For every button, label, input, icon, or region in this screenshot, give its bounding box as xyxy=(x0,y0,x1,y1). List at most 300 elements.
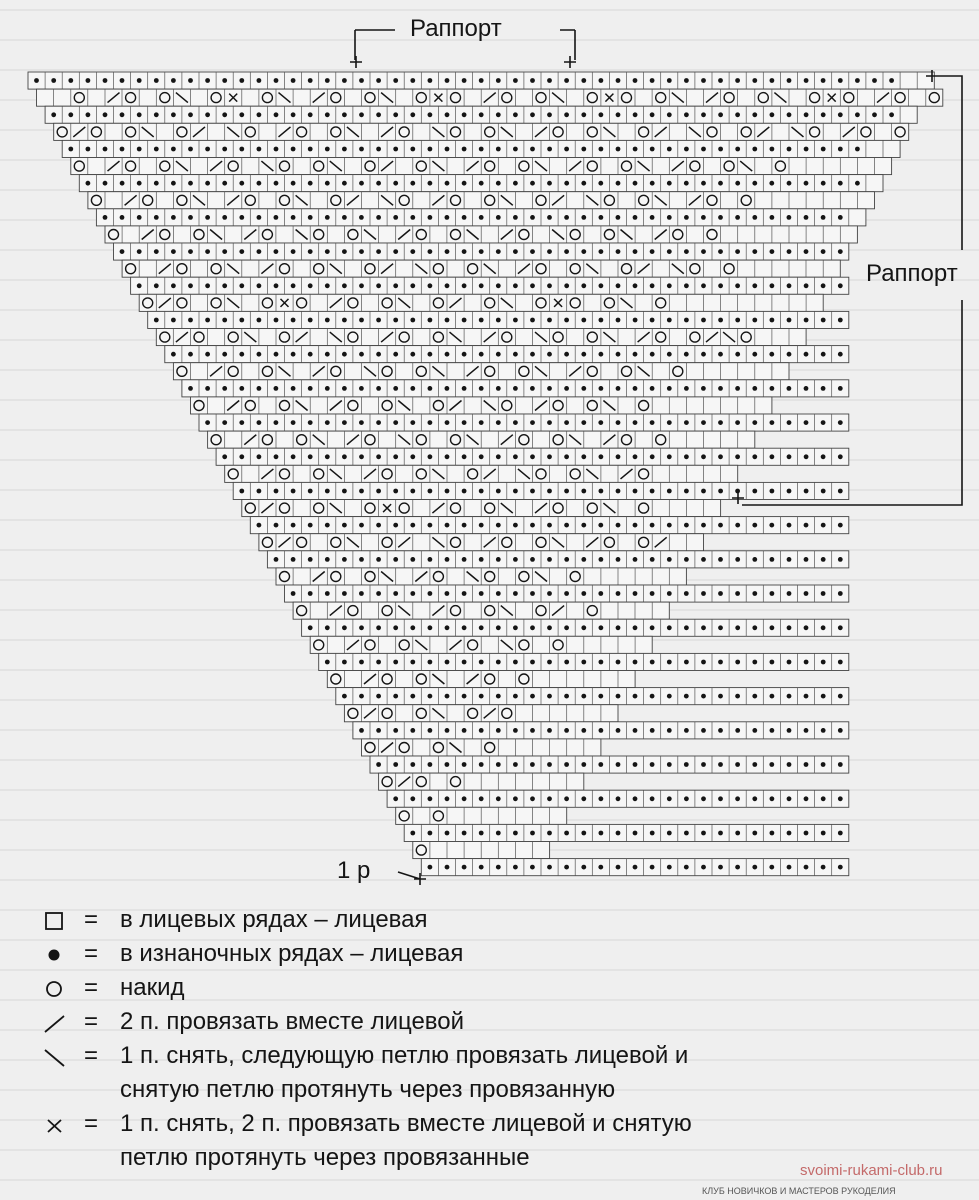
purl-dot xyxy=(342,523,347,528)
purl-dot xyxy=(239,318,244,323)
purl-dot xyxy=(718,762,723,767)
purl-dot xyxy=(581,796,586,801)
purl-dot xyxy=(667,454,672,459)
legend-row xyxy=(42,972,942,1006)
purl-dot xyxy=(257,523,262,528)
purl-dot xyxy=(376,489,381,494)
purl-dot xyxy=(445,249,450,254)
purl-dot xyxy=(188,112,193,117)
purl-dot xyxy=(120,112,125,117)
purl-dot xyxy=(804,865,809,870)
purl-dot xyxy=(821,386,826,391)
purl-dot xyxy=(325,215,330,220)
purl-dot xyxy=(701,694,706,699)
purl-dot xyxy=(530,420,535,425)
purl-dot xyxy=(513,865,518,870)
purl-dot xyxy=(325,318,330,323)
purl-dot xyxy=(667,625,672,630)
purl-dot xyxy=(530,557,535,562)
purl-dot xyxy=(650,625,655,630)
purl-dot xyxy=(342,386,347,391)
purl-dot xyxy=(564,796,569,801)
purl-dot xyxy=(428,318,433,323)
purl-dot xyxy=(222,147,227,152)
purl-dot xyxy=(393,591,398,596)
purl-dot xyxy=(701,78,706,83)
purl-dot xyxy=(770,147,775,152)
purl-dot xyxy=(308,78,313,83)
purl-dot xyxy=(838,762,843,767)
purl-dot xyxy=(393,796,398,801)
purl-dot xyxy=(154,147,159,152)
purl-dot xyxy=(718,454,723,459)
purl-dot xyxy=(564,489,569,494)
circle-icon xyxy=(42,976,68,1002)
purl-dot xyxy=(735,352,740,357)
purl-dot xyxy=(274,181,279,186)
purl-dot xyxy=(428,420,433,425)
purl-dot xyxy=(308,352,313,357)
purl-dot xyxy=(376,591,381,596)
purl-dot xyxy=(393,762,398,767)
purl-dot xyxy=(291,215,296,220)
purl-dot xyxy=(325,249,330,254)
purl-dot xyxy=(376,557,381,562)
purl-dot xyxy=(804,386,809,391)
purl-dot xyxy=(359,181,364,186)
purl-dot xyxy=(137,283,142,288)
purl-dot xyxy=(633,249,638,254)
purl-dot xyxy=(616,386,621,391)
purl-dot xyxy=(821,831,826,836)
purl-dot xyxy=(616,318,621,323)
purl-dot xyxy=(667,762,672,767)
purl-dot xyxy=(821,318,826,323)
purl-dot xyxy=(735,625,740,630)
purl-dot xyxy=(513,523,518,528)
purl-dot xyxy=(393,420,398,425)
purl-dot xyxy=(650,386,655,391)
purl-dot xyxy=(735,591,740,596)
purl-dot xyxy=(787,865,792,870)
purl-dot xyxy=(701,865,706,870)
purl-dot xyxy=(291,318,296,323)
purl-dot xyxy=(667,557,672,562)
purl-dot xyxy=(838,865,843,870)
purl-dot xyxy=(787,660,792,665)
purl-dot xyxy=(752,523,757,528)
purl-dot xyxy=(428,557,433,562)
purl-dot xyxy=(581,318,586,323)
purl-dot xyxy=(752,489,757,494)
purl-dot xyxy=(547,523,552,528)
purl-dot xyxy=(188,215,193,220)
purl-dot xyxy=(804,420,809,425)
purl-dot xyxy=(735,318,740,323)
purl-dot xyxy=(154,283,159,288)
purl-dot xyxy=(598,181,603,186)
purl-dot xyxy=(547,215,552,220)
purl-dot xyxy=(667,660,672,665)
purl-dot xyxy=(445,454,450,459)
purl-dot xyxy=(701,523,706,528)
purl-dot xyxy=(291,489,296,494)
purl-dot xyxy=(308,489,313,494)
purl-dot xyxy=(804,591,809,596)
purl-dot xyxy=(581,215,586,220)
purl-dot xyxy=(239,249,244,254)
purl-dot xyxy=(445,147,450,152)
purl-dot xyxy=(308,215,313,220)
legend-eq: = xyxy=(84,1042,99,1069)
purl-dot xyxy=(513,660,518,665)
purl-dot xyxy=(838,318,843,323)
purl-dot xyxy=(410,625,415,630)
purl-dot xyxy=(393,215,398,220)
purl-dot xyxy=(479,865,484,870)
purl-dot xyxy=(564,352,569,357)
purl-dot xyxy=(291,147,296,152)
purl-dot xyxy=(530,147,535,152)
purl-dot xyxy=(274,386,279,391)
purl-dot xyxy=(547,318,552,323)
purl-dot xyxy=(735,215,740,220)
purl-dot xyxy=(530,762,535,767)
purl-dot xyxy=(154,181,159,186)
purl-dot xyxy=(513,796,518,801)
purl-dot xyxy=(359,728,364,733)
purl-dot xyxy=(804,283,809,288)
purl-dot xyxy=(462,318,467,323)
purl-dot xyxy=(616,420,621,425)
purl-dot xyxy=(770,249,775,254)
purl-dot xyxy=(393,557,398,562)
purl-dot xyxy=(701,625,706,630)
purl-dot xyxy=(564,454,569,459)
purl-dot xyxy=(701,728,706,733)
purl-dot xyxy=(530,249,535,254)
purl-dot xyxy=(445,694,450,699)
purl-dot xyxy=(445,386,450,391)
purl-dot xyxy=(547,112,552,117)
purl-dot xyxy=(51,78,56,83)
purl-dot xyxy=(667,249,672,254)
purl-dot xyxy=(650,728,655,733)
purl-dot xyxy=(239,420,244,425)
purl-dot xyxy=(462,762,467,767)
purl-dot xyxy=(718,147,723,152)
purl-dot xyxy=(496,181,501,186)
purl-dot xyxy=(205,420,210,425)
purl-dot xyxy=(188,78,193,83)
purl-dot xyxy=(872,78,877,83)
purl-dot xyxy=(103,147,108,152)
purl-dot xyxy=(308,386,313,391)
purl-dot xyxy=(530,625,535,630)
purl-dot xyxy=(564,78,569,83)
purl-dot xyxy=(581,420,586,425)
purl-dot xyxy=(735,762,740,767)
purl-dot xyxy=(564,181,569,186)
purl-dot xyxy=(581,454,586,459)
purl-dot xyxy=(616,78,621,83)
purl-dot xyxy=(308,523,313,528)
purl-dot xyxy=(530,112,535,117)
purl-dot xyxy=(770,420,775,425)
watermark: svoimi-rukami-club.ru xyxy=(800,1162,943,1179)
purl-dot xyxy=(787,557,792,562)
purl-dot xyxy=(376,215,381,220)
purl-dot xyxy=(718,112,723,117)
purl-dot xyxy=(752,352,757,357)
purl-dot xyxy=(496,249,501,254)
purl-dot xyxy=(752,625,757,630)
purl-dot xyxy=(581,557,586,562)
purl-dot xyxy=(222,283,227,288)
purl-dot xyxy=(616,454,621,459)
purl-dot xyxy=(291,78,296,83)
purl-dot xyxy=(462,694,467,699)
purl-dot xyxy=(564,591,569,596)
purl-dot xyxy=(616,352,621,357)
purl-dot xyxy=(308,318,313,323)
purl-dot xyxy=(325,591,330,596)
purl-dot xyxy=(410,78,415,83)
purl-dot xyxy=(479,215,484,220)
purl-dot xyxy=(599,386,604,391)
purl-dot xyxy=(479,591,484,596)
purl-dot xyxy=(462,112,467,117)
purl-dot xyxy=(838,215,843,220)
purl-dot xyxy=(735,557,740,562)
purl-dot xyxy=(804,831,809,836)
legend-eq: = xyxy=(84,1008,99,1035)
purl-dot xyxy=(325,660,330,665)
purl-dot xyxy=(291,249,296,254)
purl-dot xyxy=(684,762,689,767)
purl-dot xyxy=(479,386,484,391)
purl-dot xyxy=(445,181,450,186)
purl-dot xyxy=(496,215,501,220)
rapport-label-right: Раппорт xyxy=(866,260,958,287)
purl-dot xyxy=(650,591,655,596)
purl-dot xyxy=(752,694,757,699)
purl-dot xyxy=(599,147,604,152)
purl-dot xyxy=(564,112,569,117)
purl-dot xyxy=(479,625,484,630)
purl-dot xyxy=(821,762,826,767)
legend-text: накид xyxy=(120,974,185,1001)
purl-dot xyxy=(684,352,689,357)
purl-dot xyxy=(274,283,279,288)
purl-dot xyxy=(393,625,398,630)
purl-dot xyxy=(735,694,740,699)
purl-dot xyxy=(462,420,467,425)
purl-dot xyxy=(205,78,210,83)
purl-dot xyxy=(188,386,193,391)
purl-dot xyxy=(257,489,262,494)
purl-dot xyxy=(239,352,244,357)
purl-dot xyxy=(291,386,296,391)
legend-text-continued: петлю протянуть через провязанные xyxy=(120,1144,530,1171)
purl-dot xyxy=(770,78,775,83)
purl-dot xyxy=(564,625,569,630)
purl-dot xyxy=(479,283,484,288)
purl-dot xyxy=(838,420,843,425)
purl-dot xyxy=(616,181,621,186)
purl-dot xyxy=(821,660,826,665)
purl-dot xyxy=(599,796,604,801)
purl-dot xyxy=(599,831,604,836)
purl-dot xyxy=(530,454,535,459)
purl-dot xyxy=(513,454,518,459)
purl-dot xyxy=(479,557,484,562)
purl-dot xyxy=(821,489,826,494)
purl-dot xyxy=(393,489,398,494)
purl-dot xyxy=(787,78,792,83)
purl-dot xyxy=(650,147,655,152)
purl-dot xyxy=(445,112,450,117)
purl-dot xyxy=(342,694,347,699)
purl-dot xyxy=(598,865,603,870)
purl-dot xyxy=(821,591,826,596)
purl-dot xyxy=(188,318,193,323)
purl-dot xyxy=(462,591,467,596)
purl-dot xyxy=(821,625,826,630)
purl-dot xyxy=(291,352,296,357)
purl-dot xyxy=(171,318,176,323)
purl-dot xyxy=(462,831,467,836)
purl-dot xyxy=(684,728,689,733)
purl-dot xyxy=(838,489,843,494)
purl-dot xyxy=(581,694,586,699)
purl-dot xyxy=(684,249,689,254)
purl-dot xyxy=(821,523,826,528)
purl-dot xyxy=(308,112,313,117)
purl-dot xyxy=(684,454,689,459)
purl-dot xyxy=(650,865,655,870)
purl-dot xyxy=(530,78,535,83)
purl-dot xyxy=(376,762,381,767)
purl-dot xyxy=(445,557,450,562)
purl-dot xyxy=(616,557,621,562)
purl-dot xyxy=(616,489,621,494)
purl-dot xyxy=(804,147,809,152)
purl-dot xyxy=(513,386,518,391)
purl-dot xyxy=(684,78,689,83)
purl-dot xyxy=(222,318,227,323)
purl-dot xyxy=(171,181,176,186)
row-start-label: 1 р xyxy=(337,857,371,884)
purl-dot xyxy=(599,112,604,117)
purl-dot xyxy=(359,454,364,459)
purl-dot xyxy=(257,147,262,152)
purl-dot xyxy=(581,728,586,733)
purl-dot xyxy=(428,352,433,357)
purl-dot xyxy=(735,386,740,391)
purl-dot xyxy=(633,660,638,665)
purl-dot xyxy=(770,318,775,323)
purl-dot xyxy=(667,489,672,494)
purl-dot xyxy=(462,660,467,665)
purl-dot xyxy=(547,762,552,767)
purl-dot xyxy=(616,762,621,767)
purl-dot xyxy=(376,352,381,357)
purl-dot xyxy=(342,352,347,357)
purl-dot xyxy=(479,420,484,425)
purl-dot xyxy=(770,796,775,801)
dot-icon xyxy=(42,942,68,968)
purl-dot xyxy=(633,523,638,528)
purl-dot xyxy=(564,831,569,836)
purl-dot xyxy=(804,318,809,323)
purl-dot xyxy=(718,386,723,391)
purl-dot xyxy=(667,283,672,288)
purl-dot xyxy=(410,557,415,562)
purl-dot xyxy=(410,762,415,767)
purl-dot xyxy=(462,523,467,528)
purl-dot xyxy=(821,796,826,801)
purl-dot xyxy=(222,454,227,459)
purl-dot xyxy=(513,489,518,494)
purl-dot xyxy=(257,249,262,254)
purl-dot xyxy=(547,865,552,870)
purl-dot xyxy=(547,283,552,288)
purl-dot xyxy=(393,112,398,117)
purl-dot xyxy=(325,147,330,152)
purl-dot xyxy=(325,181,330,186)
purl-dot xyxy=(222,352,227,357)
purl-dot xyxy=(821,181,826,186)
purl-dot xyxy=(410,831,415,836)
purl-dot xyxy=(547,489,552,494)
purl-dot xyxy=(428,283,433,288)
purl-dot xyxy=(581,386,586,391)
purl-dot xyxy=(650,420,655,425)
purl-dot xyxy=(274,557,279,562)
purl-dot xyxy=(650,694,655,699)
purl-dot xyxy=(564,523,569,528)
purl-dot xyxy=(701,762,706,767)
purl-dot xyxy=(633,728,638,733)
purl-dot xyxy=(821,454,826,459)
x-icon xyxy=(42,1112,68,1138)
purl-dot xyxy=(599,660,604,665)
purl-dot xyxy=(787,249,792,254)
purl-dot xyxy=(701,147,706,152)
purl-dot xyxy=(633,625,638,630)
purl-dot xyxy=(342,249,347,254)
purl-dot xyxy=(598,762,603,767)
purl-dot xyxy=(718,420,723,425)
purl-dot xyxy=(274,78,279,83)
purl-dot xyxy=(308,420,313,425)
purl-dot xyxy=(650,660,655,665)
purl-dot xyxy=(684,215,689,220)
purl-dot xyxy=(291,181,296,186)
purl-dot xyxy=(376,147,381,152)
purl-dot xyxy=(787,283,792,288)
purl-dot xyxy=(530,352,535,357)
purl-dot xyxy=(257,78,262,83)
purl-dot xyxy=(787,625,792,630)
purl-dot xyxy=(599,352,604,357)
purl-dot xyxy=(547,728,552,733)
purl-dot xyxy=(821,249,826,254)
purl-dot xyxy=(650,762,655,767)
purl-dot xyxy=(770,489,775,494)
purl-dot xyxy=(581,283,586,288)
